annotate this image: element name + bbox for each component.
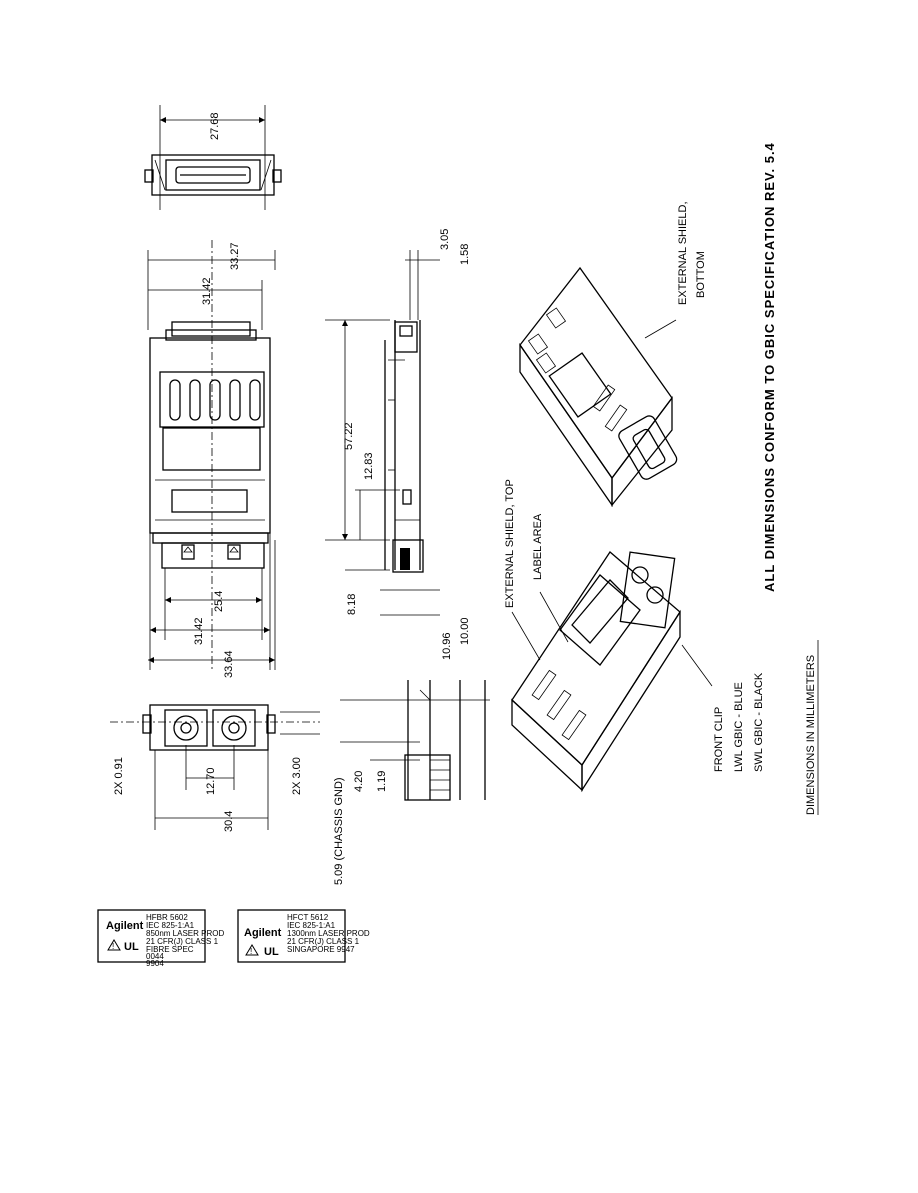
units-note: DIMENSIONS IN MILLIMETERS: [805, 654, 817, 815]
ul-mark-icon: [264, 946, 279, 958]
product-label-2: [238, 910, 370, 962]
svg-text:!: !: [250, 947, 253, 956]
dim-10-96: 10.96: [441, 632, 453, 660]
label-2-brand: Agilent: [244, 927, 282, 939]
dim-8-18: 8.18: [346, 593, 358, 615]
label-2-line-1: HFCT 5612: [287, 913, 329, 922]
callout-external-shield-bottom-2: BOTTOM: [695, 251, 707, 298]
label-1-line-3: 850nm LASER PROD: [146, 929, 225, 938]
dim-33-27: 33.27: [229, 242, 241, 270]
label-1-line-4: 21 CFR(J) CLASS 1: [146, 937, 219, 946]
label-1-line-5: FIBRE SPEC: [146, 945, 194, 954]
dim-2x-3-00: 2X 3.00: [291, 757, 303, 795]
product-label-1: [98, 910, 224, 968]
dim-4-20: 4.20: [353, 770, 365, 792]
iso-view-top-shield: [512, 552, 680, 790]
label-2-line-2: IEC 825-1:A1: [287, 921, 336, 930]
label-2-line-4: 21 CFR(J) CLASS 1: [287, 937, 360, 946]
dim-31-42-bottom: 31.42: [193, 617, 205, 645]
dim-30-4: 30.4: [223, 810, 235, 832]
iso-view-bottom-shield: [520, 268, 679, 505]
callout-lwl-gbic: LWL GBIC - BLUE: [733, 682, 745, 772]
callout-front-clip: FRONT CLIP: [713, 706, 725, 772]
svg-text:UL: UL: [264, 946, 279, 958]
callout-external-shield-bottom-1: EXTERNAL SHIELD,: [677, 201, 689, 305]
svg-text:!: !: [112, 942, 115, 951]
dim-10-00: 10.00: [459, 617, 471, 645]
label-1-line-1: HFBR 5602: [146, 913, 188, 922]
dim-5-09-chassis-gnd: 5.09 (CHASSIS GND): [333, 777, 345, 885]
dim-33-64: 33.64: [223, 650, 235, 678]
callout-label-area: LABEL AREA: [532, 513, 544, 580]
laser-warning-icon: [108, 940, 120, 951]
label-2-line-3: 1300nm LASER PROD: [287, 929, 370, 938]
label-1-brand: Agilent: [106, 920, 144, 932]
ul-mark-icon: [124, 941, 139, 953]
callout-external-shield-top: EXTERNAL SHIELD, TOP: [504, 479, 516, 608]
dim-31-42-top: 31.42: [201, 277, 213, 305]
dim-27-68: 27.68: [209, 112, 221, 140]
dim-1-19: 1.19: [376, 770, 388, 792]
dim-12-83: 12.83: [363, 452, 375, 480]
dim-3-05: 3.05: [439, 228, 451, 250]
dim-57-22: 57.22: [343, 422, 355, 450]
callout-swl-gbic: SWL GBIC - BLACK: [753, 672, 765, 772]
dim-2x-0-91: 2X 0.91: [113, 757, 125, 795]
label-1-line-6: 0044: [146, 952, 164, 961]
label-2-line-5: SINGAPORE 9947: [287, 945, 355, 954]
svg-text:UL: UL: [124, 941, 139, 953]
label-1-line-7: 9904: [146, 959, 164, 968]
label-1-line-2: IEC 825-1:A1: [146, 921, 195, 930]
conformance-note: ALL DIMENSIONS CONFORM TO GBIC SPECIFICATION REV. 5.4: [762, 142, 777, 592]
laser-warning-icon: [246, 945, 258, 956]
dim-12-70: 12.70: [205, 767, 217, 795]
dim-25-4: 25.4: [213, 590, 225, 612]
dim-1-58: 1.58: [459, 243, 471, 265]
